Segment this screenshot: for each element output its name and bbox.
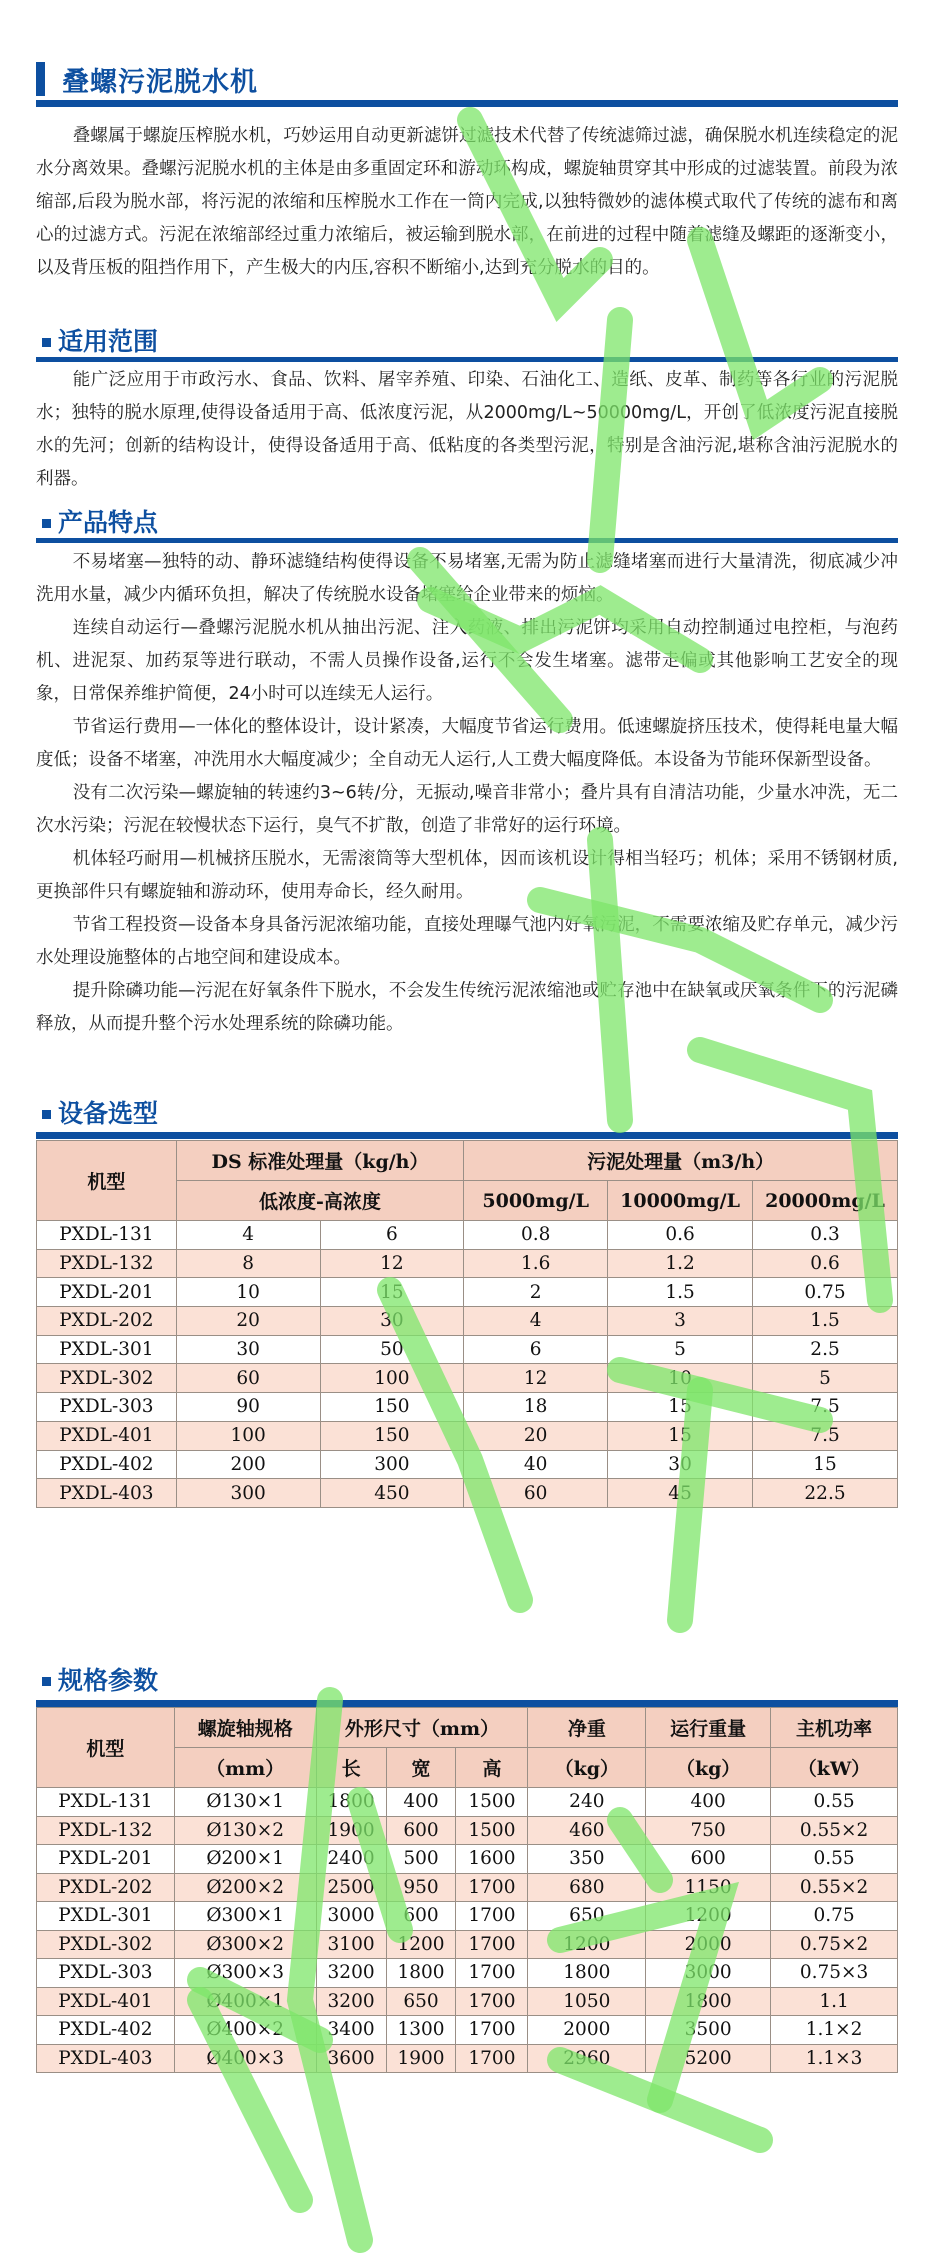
section-features-header [36, 503, 898, 543]
table-cell: 450 [320, 1479, 464, 1508]
model-cell: PXDL-132 [37, 1249, 177, 1278]
table-row [37, 1249, 898, 1278]
table-cell: 2000 [646, 1930, 771, 1959]
table-cell: 1.1×2 [771, 2016, 898, 2045]
feature-paragraph: 节省运行费用—一体化的整体设计，设计紧凑，大幅度节省运行费用。低速螺旋挤压技术，使得耗电量大幅度低；设备不堵塞，冲洗用水大幅度减少；全自动无人运行,人工费大幅度降低。本设备为节能环保新型设备。 [36, 717, 898, 770]
table-cell: 1.6 [464, 1249, 608, 1278]
table-cell: 0.55×2 [771, 1816, 898, 1845]
col-header-run: 运行重量 [646, 1708, 771, 1748]
table-cell: 680 [528, 1873, 646, 1902]
table-cell: 400 [646, 1788, 771, 1817]
table-cell: 15 [753, 1450, 898, 1479]
table-cell: 1050 [528, 1987, 646, 2016]
table-cell: 40 [464, 1450, 608, 1479]
table-cell: 1200 [528, 1930, 646, 1959]
table-cell: 3400 [316, 2016, 386, 2045]
section-scope-title: 适用范围 [58, 327, 159, 356]
col-header-dims: 外形尺寸（mm） [316, 1708, 528, 1748]
model-cell: PXDL-201 [37, 1278, 177, 1307]
col-header-ds: DS 标准处理量（kg/h） [176, 1141, 463, 1181]
feature-paragraph: 节省工程投资—设备本身具备污泥浓缩功能，直接处理曝气池内好氧污泥，不需要浓缩及贮存单元，减少污水处理设施整体的占地空间和建设成本。 [36, 915, 898, 968]
table-row [37, 1221, 898, 1250]
table-cell: 1900 [316, 1816, 386, 1845]
table-cell: 1.1 [771, 1987, 898, 2016]
specs-table [36, 1707, 898, 2073]
table-cell: 600 [386, 1902, 456, 1931]
table-cell: 30 [608, 1450, 753, 1479]
table-cell: 60 [464, 1479, 608, 1508]
table-row [37, 1278, 898, 1307]
table-cell: 5 [753, 1364, 898, 1393]
selection-table [36, 1140, 898, 1508]
table-header-row [37, 1141, 898, 1181]
table-cell: 300 [320, 1450, 464, 1479]
scope-paragraph: 能广泛应用于市政污水、食品、饮料、屠宰养殖、印染、石油化工、造纸、皮革、制药等各行业的污泥脱水；独特的脱水原理,使得设备适用于高、低浓度污泥，从2000mg/L~50000mg/L，开创了低浓度污泥直接脱水的先河；创新的结构设计，使得设备适用于高、低粘度的各类型污泥，特别是含油污泥,堪称含油污泥脱水的利器。 [36, 370, 898, 489]
section-underline [36, 357, 898, 362]
col-header-model: 机型 [37, 1708, 175, 1788]
table-cell: 950 [386, 1873, 456, 1902]
table-cell: 1200 [646, 1902, 771, 1931]
col-header-shaft: 螺旋轴规格 [174, 1708, 316, 1748]
model-cell: PXDL-301 [37, 1902, 175, 1931]
table-cell: 3000 [646, 1959, 771, 1988]
table-cell: Ø400×1 [174, 1987, 316, 2016]
table-row [37, 1421, 898, 1450]
col-header-model: 机型 [37, 1141, 177, 1221]
table-cell: 5200 [646, 2044, 771, 2073]
table-cell: 1900 [386, 2044, 456, 2073]
table-row [37, 2016, 898, 2045]
table-cell: 50 [320, 1335, 464, 1364]
table-row [37, 1788, 898, 1817]
col-header-power-unit: （kW） [771, 1748, 898, 1788]
section-bullet-icon [42, 519, 51, 528]
table-cell: 150 [320, 1393, 464, 1422]
table-cell: 1800 [528, 1959, 646, 1988]
table-cell: 600 [386, 1816, 456, 1845]
table-cell: 8 [176, 1249, 320, 1278]
col-header-5000: 5000mg/L [464, 1181, 608, 1221]
table-cell: 18 [464, 1393, 608, 1422]
table-header-row [37, 1708, 898, 1748]
table-row [37, 1393, 898, 1422]
table-cell: 400 [386, 1788, 456, 1817]
feature-paragraph: 提升除磷功能—污泥在好氧条件下脱水，不会发生传统污泥浓缩池或贮存池中在缺氧或厌氧条件下的污泥磷释放，从而提升整个污水处理系统的除磷功能。 [36, 981, 898, 1034]
table-cell: 650 [528, 1902, 646, 1931]
table-row [37, 1816, 898, 1845]
table-cell: 1700 [456, 1959, 528, 1988]
col-header-width: 宽 [386, 1748, 456, 1788]
table-cell: 0.75×3 [771, 1959, 898, 1988]
table-cell: 3100 [316, 1930, 386, 1959]
table-cell: 0.75 [753, 1278, 898, 1307]
table-cell: 2000 [528, 2016, 646, 2045]
table-cell: 750 [646, 1816, 771, 1845]
table-cell: 1500 [456, 1816, 528, 1845]
table-cell: 1300 [386, 2016, 456, 2045]
table-cell: 2400 [316, 1845, 386, 1874]
model-cell: PXDL-402 [37, 2016, 175, 2045]
col-header-20000: 20000mg/L [753, 1181, 898, 1221]
model-cell: PXDL-131 [37, 1221, 177, 1250]
table-row [37, 1902, 898, 1931]
table-cell: 0.6 [608, 1221, 753, 1250]
model-cell: PXDL-302 [37, 1364, 177, 1393]
section-bullet-icon [42, 1677, 51, 1686]
page-title: 叠螺污泥脱水机 [62, 67, 258, 98]
table-cell: 1.5 [608, 1278, 753, 1307]
table-cell: 1700 [456, 2016, 528, 2045]
table-cell: 10 [608, 1364, 753, 1393]
table-cell: 7.5 [753, 1421, 898, 1450]
table-cell: 0.55×2 [771, 1873, 898, 1902]
title-bar-marker [36, 62, 45, 96]
section-features-title: 产品特点 [58, 508, 159, 537]
table-cell: 6 [320, 1221, 464, 1250]
col-header-ds-range: 低浓度-高浓度 [176, 1181, 463, 1221]
table-cell: 10 [176, 1278, 320, 1307]
table-cell: 2500 [316, 1873, 386, 1902]
table-cell: 0.8 [464, 1221, 608, 1250]
model-cell: PXDL-303 [37, 1393, 177, 1422]
table-row [37, 1873, 898, 1902]
table-cell: 150 [320, 1421, 464, 1450]
col-header-height: 高 [456, 1748, 528, 1788]
table-row [37, 1479, 898, 1508]
table-cell: 4 [464, 1307, 608, 1336]
model-cell: PXDL-401 [37, 1421, 177, 1450]
table-cell: 45 [608, 1479, 753, 1508]
table-cell: 3000 [316, 1902, 386, 1931]
section-underline [36, 538, 898, 543]
model-cell: PXDL-301 [37, 1335, 177, 1364]
table-cell: 0.3 [753, 1221, 898, 1250]
table-cell: 12 [464, 1364, 608, 1393]
table-cell: 2960 [528, 2044, 646, 2073]
table-cell: 0.75 [771, 1902, 898, 1931]
table-cell: 1700 [456, 2044, 528, 2073]
col-header-run-unit: （kg） [646, 1748, 771, 1788]
table-row [37, 1364, 898, 1393]
table-cell: 20 [464, 1421, 608, 1450]
table-cell: Ø200×1 [174, 1845, 316, 1874]
table-cell: 1800 [316, 1788, 386, 1817]
table-cell: 4 [176, 1221, 320, 1250]
model-cell: PXDL-303 [37, 1959, 175, 1988]
table-cell: 0.55 [771, 1788, 898, 1817]
main-title-block [36, 58, 898, 106]
section-specs-header [36, 1661, 898, 1701]
table-row [37, 1307, 898, 1336]
col-header-sludge: 污泥处理量（m3/h） [464, 1141, 898, 1181]
selection-table-topbar [36, 1132, 898, 1139]
table-cell: 1500 [456, 1788, 528, 1817]
table-cell: Ø400×3 [174, 2044, 316, 2073]
table-cell: Ø130×2 [174, 1816, 316, 1845]
table-cell: 12 [320, 1249, 464, 1278]
table-cell: 0.55 [771, 1845, 898, 1874]
table-cell: 3600 [316, 2044, 386, 2073]
table-cell: 90 [176, 1393, 320, 1422]
model-cell: PXDL-131 [37, 1788, 175, 1817]
table-cell: Ø300×2 [174, 1930, 316, 1959]
table-cell: 20 [176, 1307, 320, 1336]
table-cell: 1800 [386, 1959, 456, 1988]
model-cell: PXDL-403 [37, 1479, 177, 1508]
scope-text [36, 364, 898, 496]
section-selection-header [36, 1094, 898, 1134]
table-cell: 1700 [456, 1902, 528, 1931]
table-row [37, 1930, 898, 1959]
table-cell: 1700 [456, 1987, 528, 2016]
table-cell: 100 [176, 1421, 320, 1450]
table-cell: 1.5 [753, 1307, 898, 1336]
col-header-net-unit: （kg） [528, 1748, 646, 1788]
table-cell: 1600 [456, 1845, 528, 1874]
table-cell: 1200 [386, 1930, 456, 1959]
model-cell: PXDL-202 [37, 1873, 175, 1902]
table-row [37, 2044, 898, 2073]
table-cell: 1.1×3 [771, 2044, 898, 2073]
table-cell: 3500 [646, 2016, 771, 2045]
section-selection-title: 设备选型 [58, 1099, 159, 1128]
table-cell: 460 [528, 1816, 646, 1845]
feature-paragraph: 连续自动运行—叠螺污泥脱水机从抽出污泥、注入药液、排出污泥饼均采用自动控制通过电控柜，与泡药机、进泥泵、加药泵等进行联动，不需人员操作设备,运行不会发生堵塞。滤带走偏或其他影响工艺安全的现象，日常保养维护简便，24小时可以连续无人运行。 [36, 618, 898, 704]
table-cell: 3 [608, 1307, 753, 1336]
table-cell: 7.5 [753, 1393, 898, 1422]
table-cell: 15 [608, 1421, 753, 1450]
table-cell: 0.75×2 [771, 1930, 898, 1959]
table-cell: 1700 [456, 1930, 528, 1959]
col-header-length: 长 [316, 1748, 386, 1788]
table-row [37, 1845, 898, 1874]
table-cell: 6 [464, 1335, 608, 1364]
table-cell: 60 [176, 1364, 320, 1393]
table-cell: 0.6 [753, 1249, 898, 1278]
feature-paragraph: 不易堵塞—独特的动、静环滤缝结构使得设备不易堵塞,无需为防止滤缝堵塞而进行大量清洗，彻底减少冲洗用水量，减少内循环负担，解决了传统脱水设备堵塞给企业带来的烦恼。 [36, 552, 898, 605]
table-cell: 30 [176, 1335, 320, 1364]
table-cell: 650 [386, 1987, 456, 2016]
table-row [37, 1450, 898, 1479]
table-cell: 1700 [456, 1873, 528, 1902]
model-cell: PXDL-402 [37, 1450, 177, 1479]
col-header-power: 主机功率 [771, 1708, 898, 1748]
table-cell: 1800 [646, 1987, 771, 2016]
table-cell: 2 [464, 1278, 608, 1307]
table-row [37, 1335, 898, 1364]
table-cell: 500 [386, 1845, 456, 1874]
model-cell: PXDL-201 [37, 1845, 175, 1874]
section-bullet-icon [42, 338, 51, 347]
table-cell: Ø400×2 [174, 2016, 316, 2045]
table-cell: 200 [176, 1450, 320, 1479]
table-cell: 1150 [646, 1873, 771, 1902]
table-cell: 15 [608, 1393, 753, 1422]
intro-text [36, 120, 898, 285]
section-bullet-icon [42, 1110, 51, 1119]
table-cell: Ø130×1 [174, 1788, 316, 1817]
table-cell: Ø200×2 [174, 1873, 316, 1902]
specs-table-topbar [36, 1700, 898, 1707]
model-cell: PXDL-132 [37, 1816, 175, 1845]
table-cell: 1.2 [608, 1249, 753, 1278]
table-cell: 3200 [316, 1987, 386, 2016]
intro-paragraph: 叠螺属于螺旋压榨脱水机，巧妙运用自动更新滤饼过滤技术代替了传统滤筛过滤，确保脱水机连续稳定的泥水分离效果。叠螺污泥脱水机的主体是由多重固定环和游动环构成，螺旋轴贯穿其中形成的过滤装置。前段为浓缩部,后段为脱水部，将污泥的浓缩和压榨脱水工作在一筒内完成,以独特微妙的滤体模式取代了传统的滤布和离心的过滤方式。污泥在浓缩部经过重力浓缩后，被运输到脱水部，在前进的过程中随着滤缝及螺距的逐渐变小，以及背压板的阻挡作用下，产生极大的内压,容积不断缩小,达到充分脱水的目的。 [36, 126, 898, 278]
table-cell: 100 [320, 1364, 464, 1393]
feature-paragraph: 没有二次污染—螺旋轴的转速约3~6转/分，无振动,噪音非常小；叠片具有自清洁功能，少量水冲洗，无二次水污染；污泥在较慢状态下运行，臭气不扩散，创造了非常好的运行环境。 [36, 783, 898, 836]
model-cell: PXDL-403 [37, 2044, 175, 2073]
col-header-shaft-unit: （mm） [174, 1748, 316, 1788]
table-cell: 3200 [316, 1959, 386, 1988]
model-cell: PXDL-302 [37, 1930, 175, 1959]
table-cell: 5 [608, 1335, 753, 1364]
table-cell: 240 [528, 1788, 646, 1817]
table-cell: Ø300×3 [174, 1959, 316, 1988]
table-cell: 600 [646, 1845, 771, 1874]
model-cell: PXDL-202 [37, 1307, 177, 1336]
table-row [37, 1959, 898, 1988]
model-cell: PXDL-401 [37, 1987, 175, 2016]
table-cell: 300 [176, 1479, 320, 1508]
table-cell: 350 [528, 1845, 646, 1874]
features-text [36, 546, 898, 1041]
table-cell: Ø300×1 [174, 1902, 316, 1931]
col-header-10000: 10000mg/L [608, 1181, 753, 1221]
col-header-net: 净重 [528, 1708, 646, 1748]
feature-paragraph: 机体轻巧耐用—机械挤压脱水，无需滚筒等大型机体，因而该机设计得相当轻巧；机体；采用不锈钢材质,更换部件只有螺旋轴和游动环，使用寿命长，经久耐用。 [36, 849, 898, 902]
table-cell: 30 [320, 1307, 464, 1336]
section-scope-header [36, 322, 898, 362]
table-row [37, 1987, 898, 2016]
table-cell: 2.5 [753, 1335, 898, 1364]
table-cell: 15 [320, 1278, 464, 1307]
section-specs-title: 规格参数 [58, 1666, 159, 1695]
title-underline [36, 100, 898, 107]
table-cell: 22.5 [753, 1479, 898, 1508]
